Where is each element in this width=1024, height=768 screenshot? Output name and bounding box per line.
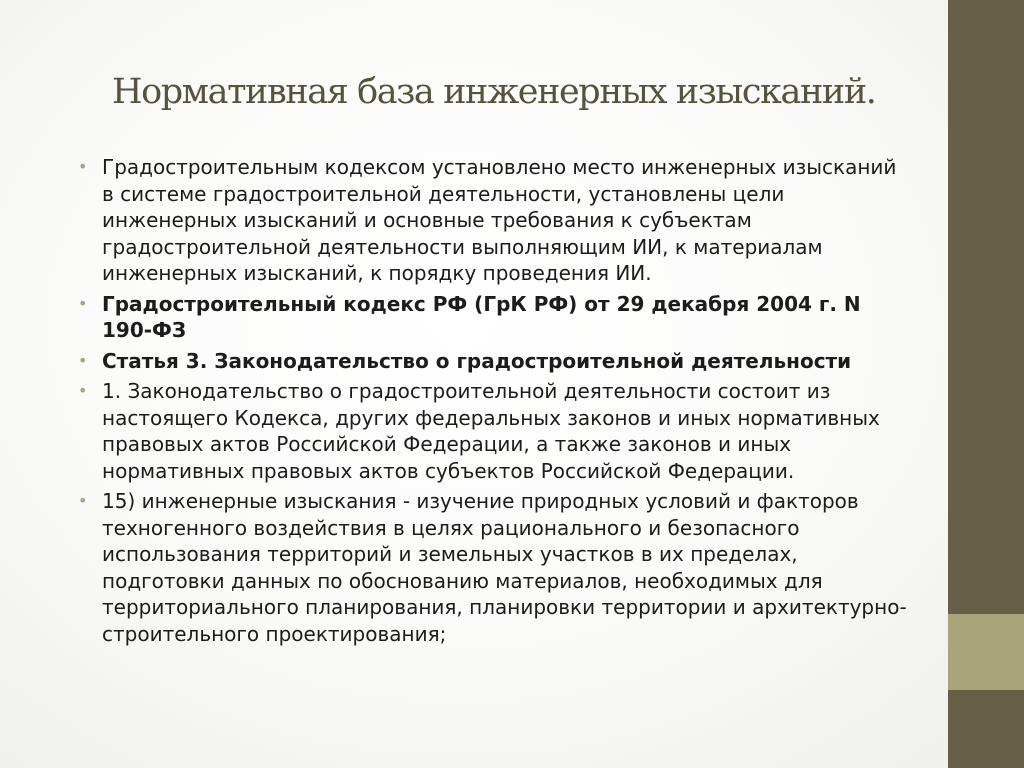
bullet-text: 15) инженерные изыскания - изучение природных условий и факторов техногенного воздействия в целях рационального и безопасного использования территорий и земельных участков в их пределах, подготовки данных по обоснованию материалов, необходимых для территориального планирования, планировки территории и архитектурно-строительного проектирования; <box>102 489 907 646</box>
bullet-icon: • <box>78 293 88 313</box>
bullet-icon: • <box>78 381 88 400</box>
bullet-item-4 <box>78 378 908 484</box>
bullet-text: Градостроительным кодексом установлено место инженерных изысканий в системе градостроительной деятельности, установлены цели инженерных изысканий и основные требования к субъектам градостроительной деятельности выполняющим ИИ, к материалам инженерных изысканий, к порядку проведения ИИ. <box>102 155 897 285</box>
bullet-icon: • <box>78 350 88 370</box>
bullet-text: 1. Законодательство о градостроительной деятельности состоит из настоящего Кодекса, других федеральных законов и иных нормативных правовых актов Российской Федерации, а также законов и иных нормативных правовых актов субъектов Российской Федерации. <box>102 379 880 483</box>
bullet-item-2 <box>78 291 908 344</box>
bullet-item-1 <box>78 154 908 287</box>
bullet-text: Статья 3. Законодательство о градостроительной деятельности <box>102 348 852 373</box>
bullet-text: Градостроительный кодекс РФ (ГрК РФ) от 29 декабря 2004 г. N 190-ФЗ <box>102 291 861 342</box>
slide-title: Нормативная база инженерных изысканий. <box>112 72 876 112</box>
bullet-icon: • <box>78 157 88 176</box>
bullet-list <box>78 154 908 651</box>
sidebar-accent-block <box>948 614 1024 690</box>
bullet-item-3 <box>78 348 908 375</box>
bullet-icon: • <box>78 491 88 510</box>
bullet-item-5 <box>78 488 908 647</box>
